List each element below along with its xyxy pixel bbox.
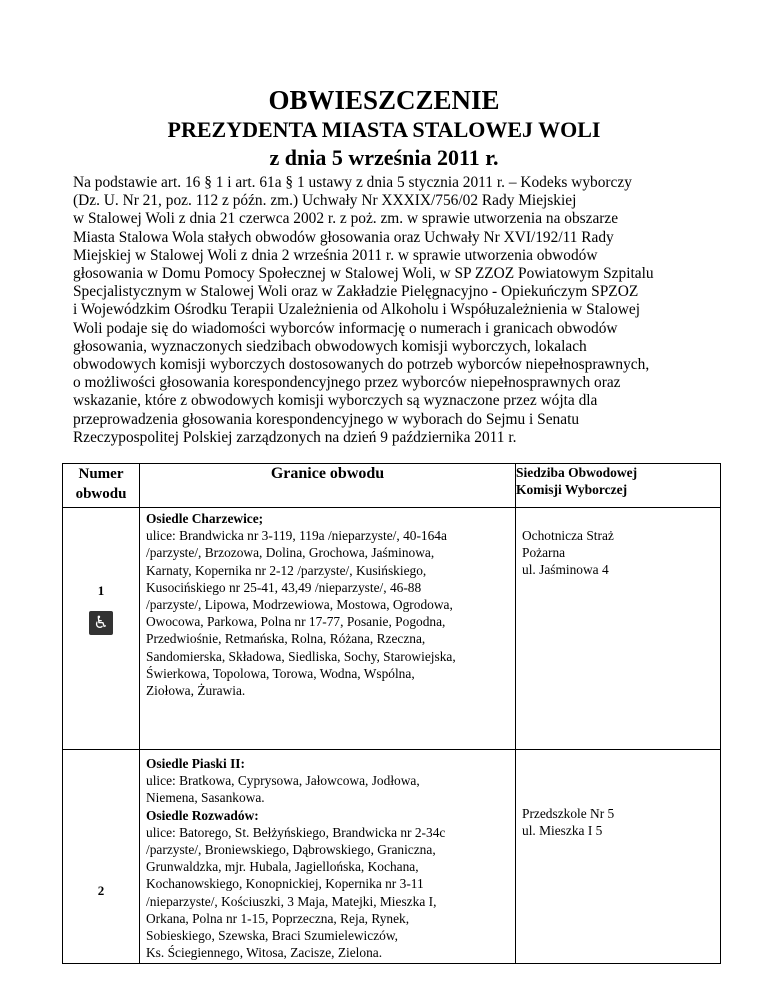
streets-line: Grunwaldzka, mjr. Hubala, Jagiellońska, Kochana, <box>146 859 419 875</box>
intro-line: Woli podaje się do wiadomości wyborców informację o numerach i granicach obwodów <box>73 319 618 337</box>
intro-line: i Wojewódzkim Ośrodku Terapii Uzależnienia od Alkoholu i Współuzależnienia w Stalowej <box>73 301 641 319</box>
area-heading: Osiedle Piaski II: <box>146 756 245 771</box>
seat-line: ul. Jaśminowa 4 <box>522 562 609 578</box>
header-number-line2: obwodu <box>75 486 127 502</box>
district-seat <box>516 508 720 579</box>
intro-line: Miasta Stalowa Wola stałych obwodów głosowania oraz Uchwały Nr XVI/192/11 Rady <box>73 228 614 246</box>
area-heading: Osiedle Rozwadów: <box>146 807 259 823</box>
seat-line: Ochotnicza Straż <box>522 528 614 543</box>
streets-line: Karnaty, Kopernika nr 2-12 /parzyste/, Kusińskiego, <box>146 562 427 578</box>
intro-line: Miejskiej w Stalowej Woli z dnia 2 września 2011 r. w sprawie utworzenia obwodów <box>73 246 598 264</box>
header-seat-line1: Siedziba Obwodowej <box>516 465 638 480</box>
district-seat-cell <box>516 508 721 750</box>
district-number: 2 <box>97 883 105 898</box>
document-date: z dnia 5 września 2011 r. <box>269 145 499 170</box>
intro-line: Specjalistycznym w Stalowej Woli oraz w Zakładzie Pielęgnacyjno - Opiekuńczym SPZOZ <box>73 283 639 301</box>
header-seat-line2: Komisji Wyborczej <box>516 482 628 497</box>
intro-line: Na podstawie art. 16 § 1 i art. 61a § 1 ustawy z dnia 5 stycznia 2011 r. – Kodeks wyborczy <box>73 174 632 191</box>
streets-line: Kochanowskiego, Konopnickiej, Kopernika nr 3-11 <box>146 876 424 892</box>
document-subtitle: PREZYDENTA MIASTA STALOWEJ WOLI <box>167 117 601 142</box>
streets-line: Ks. Ściegiennego, Witosa, Zacisze, Zielona. <box>146 945 383 961</box>
streets-line: ulice: Bratkowa, Cyprysowa, Jałowcowa, Jodłowa, <box>146 773 420 789</box>
streets-line: Owocowa, Parkowa, Polna nr 17-77, Posanie, Pogodna, <box>146 614 446 630</box>
intro-line: w Stalowej Woli z dnia 21 czerwca 2002 r. z poż. zm. w sprawie utworzenia na obszarze <box>73 210 619 228</box>
streets-line: Sobieskiego, Szewska, Braci Szumielewiczów, <box>146 928 399 944</box>
area-heading: Osiedle Charzewice; <box>146 511 264 526</box>
intro-line: głosowania, wyznaczonych siedzibach obwodowych komisji wyborczych, lokalach <box>73 337 587 355</box>
seat-line: Pożarna <box>522 545 566 561</box>
streets-line: Kusocińskiego nr 25-41, 43,49 /nieparzyste/, 46-88 <box>146 579 422 595</box>
intro-line: wskazanie, które z obwodowych komisji wyborczych są wyznaczone przez wójta dla <box>73 392 598 410</box>
intro-line: (Dz. U. Nr 21, poz. 112 z późn. zm.) Uchwały Nr XXXIX/756/02 Rady Miejskiej <box>73 192 577 210</box>
intro-line: Rzeczypospolitej Polskiej zarządzonych na dzień 9 października 2011 r. <box>73 428 517 446</box>
streets-line: /nieparzyste/, Kościuszki, 3 Maja, Matejki, Mieszka I, <box>146 893 437 909</box>
district-boundaries <box>140 750 515 961</box>
district-boundaries-cell <box>140 508 516 750</box>
district-number: 1 <box>97 583 105 598</box>
document-title: OBWIESZCZENIE <box>268 85 500 115</box>
streets-line: Sandomierska, Składowa, Siedliska, Sochy, Starowiejska, <box>146 648 456 664</box>
intro-line: o możliwości głosowania korespondencyjnego przez wyborców niepełnosprawnych oraz <box>73 374 621 392</box>
streets-line: Ziołowa, Żurawia. <box>146 683 246 699</box>
wheelchair-icon: ♿ <box>89 611 113 635</box>
header-seat <box>516 464 721 508</box>
streets-line: Przedwiośnie, Retmańska, Rolna, Różana, Rzeczna, <box>146 631 426 647</box>
districts-table <box>62 463 721 964</box>
intro-paragraph <box>73 174 713 447</box>
streets-line: Świerkowa, Topolowa, Torowa, Wodna, Wspólna, <box>146 665 415 681</box>
streets-line: /parzyste/, Brzozowa, Dolina, Grochowa, Jaśminowa, <box>146 545 435 561</box>
streets-line: Niemena, Sasankowa. <box>146 790 265 806</box>
district-boundaries <box>140 508 515 699</box>
district-number-cell <box>63 750 140 964</box>
seat-line: ul. Mieszka I 5 <box>522 823 603 839</box>
header-number <box>63 464 140 508</box>
streets-line: /parzyste/, Broniewskiego, Dąbrowskiego, Graniczna, <box>146 842 436 858</box>
streets-line: /parzyste/, Lipowa, Modrzewiowa, Mostowa, Ogrodowa, <box>146 597 453 613</box>
streets-line: Orkana, Polna nr 1-15, Poprzeczna, Reja, Rynek, <box>146 910 410 926</box>
seat-line: Przedszkole Nr 5 <box>522 806 615 821</box>
table-row <box>63 750 721 964</box>
streets-line: ulice: Batorego, St. Bełżyńskiego, Brandwicka nr 2-34c <box>146 824 446 840</box>
district-seat-cell <box>516 750 721 964</box>
intro-line: obwodowych komisji wyborczych dostosowanych do potrzeb wyborców niepełnosprawnych, <box>73 356 650 374</box>
table-row <box>63 508 721 750</box>
header-boundaries: Granice obwodu <box>140 464 516 508</box>
header-number-line1: Numer <box>78 466 124 482</box>
district-seat <box>516 750 720 839</box>
streets-line: ulice: Brandwicka nr 3-119, 119a /nieparzyste/, 40-164a <box>146 528 447 544</box>
district-boundaries-cell <box>140 750 516 964</box>
intro-line: przeprowadzenia głosowania korespondencyjnego w wyborach do Sejmu i Senatu <box>73 410 580 428</box>
table-header-row <box>63 464 721 508</box>
district-number-cell <box>63 508 140 750</box>
intro-line: głosowania w Domu Pomocy Społecznej w Stalowej Woli, w SP ZZOZ Powiatowym Szpitalu <box>73 265 654 283</box>
